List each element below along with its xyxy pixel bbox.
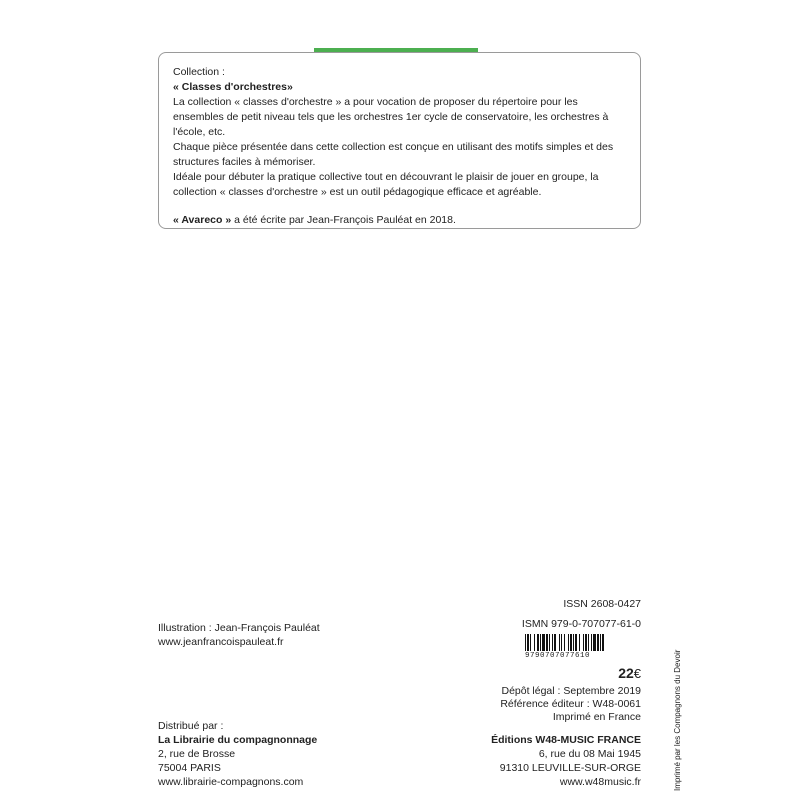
work-credit-line <box>173 213 626 228</box>
printed-in: Imprimé en France <box>552 711 641 723</box>
price <box>560 665 641 681</box>
collection-paragraph-2: Chaque pièce présentée dans cette collection est conçue en utilisant des motifs simples et des structures faciles à mémoriser. <box>173 141 614 168</box>
distribution-website[interactable]: www.librairie-compagnons.com <box>158 776 304 788</box>
legal-deposit: Dépôt légal : Septembre 2019 <box>501 685 641 697</box>
work-credit: a été écrite par Jean-François Pauléat en 2018. <box>231 214 456 226</box>
work-title: « Avareco » <box>173 214 232 226</box>
illustration-credit: Illustration : Jean-François Pauléat <box>158 622 320 634</box>
collection-info-box <box>158 52 641 229</box>
collection-name: « Classes d'orchestres» <box>173 81 293 93</box>
barcode-number: 9790707077610 <box>525 652 591 660</box>
distribution-address-2: 75004 PARIS <box>158 762 221 774</box>
collection-paragraph-1: La collection « classes d'orchestre » a pour vocation de proposer du répertoire pour les ensembles de petit niveau tels que les orchestres 1er cycle de conservatoire, les orchestres à l'école, etc. <box>173 96 609 138</box>
distribution-name: La Librairie du compagnonnage <box>158 734 318 746</box>
barcode-bars <box>525 634 641 651</box>
printer-credit: Imprimé par les Compagnons du Devoir <box>673 649 682 791</box>
price-currency: € <box>633 666 641 681</box>
publisher-reference: Référence éditeur : W48-0061 <box>500 698 641 710</box>
publisher-name: Éditions W48-MUSIC FRANCE <box>491 734 641 746</box>
illustration-website[interactable]: www.jeanfrancoispauleat.fr <box>158 636 284 648</box>
collection-label: Collection : <box>173 66 225 78</box>
distribution-address-1: 2, rue de Brosse <box>158 748 236 760</box>
publisher-website[interactable]: www.w48music.fr <box>559 776 641 788</box>
publisher-address-1: 6, rue du 08 Mai 1945 <box>538 748 641 760</box>
barcode <box>525 634 641 661</box>
ismn: ISMN 979-0-707077-61-0 <box>521 618 641 630</box>
distribution-label: Distribué par : <box>158 720 224 732</box>
collection-paragraph-3: Idéale pour débuter la pratique collective tout en découvrant le plaisir de jouer en groupe, la collection « classes d'orchestre » est un outil pédagogique efficace et agréable. <box>173 171 599 198</box>
price-amount: 22 <box>618 665 634 681</box>
issn: ISSN 2608-0427 <box>563 598 641 610</box>
publisher-address-2: 91310 LEUVILLE-SUR-ORGE <box>499 762 641 774</box>
